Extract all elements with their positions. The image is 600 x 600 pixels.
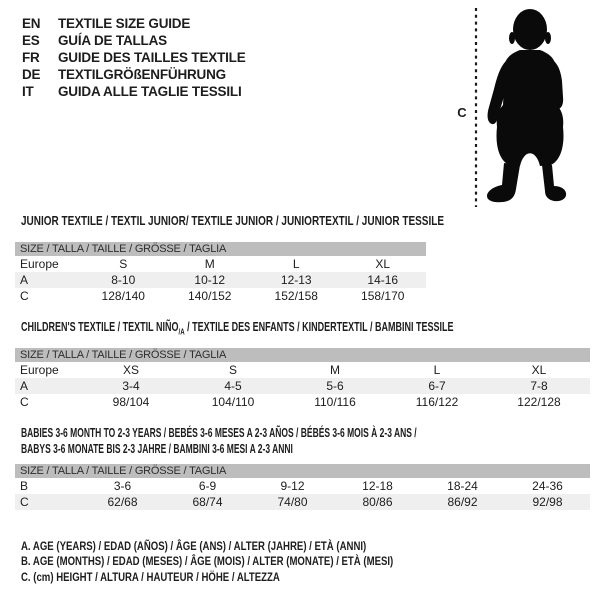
table-cell: 12-13 bbox=[280, 273, 312, 287]
table-cell: 6-9 bbox=[198, 479, 217, 493]
table-cell: 128/140 bbox=[101, 289, 145, 303]
table-cell: 140/152 bbox=[188, 289, 232, 303]
row-label: C bbox=[20, 395, 29, 409]
table-row bbox=[15, 478, 590, 494]
table-cell: S bbox=[228, 363, 237, 377]
table-cell: 18-24 bbox=[447, 479, 478, 493]
table-cell: XL bbox=[531, 363, 547, 377]
title-line-2: BABYS 3-6 MONATE BIS 2-3 JAHRE / BAMBINI 3-6 MESI A 2-3 ANNI bbox=[21, 441, 293, 456]
table-cell: L bbox=[292, 257, 300, 271]
language-title: TEXTILGRÖßENFÜHRUNG bbox=[58, 67, 226, 82]
children-size-table bbox=[15, 348, 590, 410]
language-row-en bbox=[22, 15, 246, 32]
row-label: Europe bbox=[20, 363, 59, 377]
row-label: B bbox=[20, 479, 29, 493]
language-row-es bbox=[22, 32, 246, 49]
language-code: IT bbox=[22, 84, 34, 99]
row-label: C bbox=[20, 495, 29, 509]
size-header-bar: SIZE / TALLA / TAILLE / GRÖSSE / TAGLIA bbox=[15, 242, 426, 256]
table-cell: 3-6 bbox=[113, 479, 132, 493]
table-cell: M bbox=[330, 363, 340, 377]
table-cell: 7-8 bbox=[530, 379, 548, 393]
table-cell: 104/110 bbox=[211, 395, 255, 409]
table-cell: 74/80 bbox=[277, 495, 308, 509]
height-marker-label: C bbox=[457, 105, 467, 120]
children-table-title bbox=[21, 320, 453, 337]
table-row bbox=[15, 288, 426, 304]
language-title: GUIDE DES TAILLES TEXTILE bbox=[58, 50, 246, 65]
table-row bbox=[15, 394, 590, 410]
babies-table-title bbox=[21, 426, 417, 457]
language-code: FR bbox=[22, 50, 40, 65]
table-cell: 24-36 bbox=[532, 479, 563, 493]
row-label: A bbox=[20, 379, 29, 393]
table-cell: 14-16 bbox=[367, 273, 399, 287]
size-header-bar: SIZE / TALLA / TAILLE / GRÖSSE / TAGLIA bbox=[15, 464, 590, 478]
table-row bbox=[15, 362, 590, 378]
title-subscript: /A bbox=[178, 326, 185, 337]
baby-silhouette bbox=[487, 9, 566, 202]
junior-size-table bbox=[15, 242, 426, 304]
language-row-it bbox=[22, 83, 246, 100]
row-label: Europe bbox=[20, 257, 59, 271]
language-title: GUIDA ALLE TAGLIE TESSILI bbox=[58, 84, 242, 99]
table-cell: 110/116 bbox=[314, 395, 356, 409]
table-cell: S bbox=[119, 257, 128, 271]
table-cell: 9-12 bbox=[280, 479, 305, 493]
language-code: EN bbox=[22, 16, 41, 31]
language-title-list bbox=[22, 15, 246, 100]
table-cell: 98/104 bbox=[112, 395, 150, 409]
table-cell: 122/128 bbox=[517, 395, 561, 409]
language-row-de bbox=[22, 66, 246, 83]
table-cell: 68/74 bbox=[192, 495, 223, 509]
legend-notes bbox=[21, 539, 393, 585]
table-cell: XL bbox=[375, 257, 391, 271]
language-code: ES bbox=[22, 33, 40, 48]
table-cell: XS bbox=[122, 363, 139, 377]
baby-silhouette-figure bbox=[470, 5, 586, 211]
title-text: / TEXTILE DES ENFANTS / KINDERTEXTIL / BAMBINI TESSILE bbox=[184, 320, 454, 334]
language-title: TEXTILE SIZE GUIDE bbox=[58, 16, 191, 31]
row-label: C bbox=[20, 289, 29, 303]
table-cell: L bbox=[433, 363, 441, 377]
table-cell: 3-4 bbox=[122, 379, 140, 393]
table-row bbox=[15, 378, 590, 394]
size-header-bar: SIZE / TALLA / TAILLE / GRÖSSE / TAGLIA bbox=[15, 348, 590, 362]
language-code: DE bbox=[22, 67, 41, 82]
legend-note-a: A. AGE (YEARS) / EDAD (AÑOS) / ÂGE (ANS) / ALTER (JAHRE) / ETÀ (ANNI) bbox=[21, 539, 367, 553]
table-cell: 80/86 bbox=[362, 495, 393, 509]
language-title: GUÍA DE TALLAS bbox=[58, 33, 167, 48]
table-cell: 4-5 bbox=[224, 379, 242, 393]
table-row bbox=[15, 272, 426, 288]
table-cell: 5-6 bbox=[326, 379, 344, 393]
table-cell: 10-12 bbox=[194, 273, 226, 287]
legend-note-b: B. AGE (MONTHS) / EDAD (MESES) / ÂGE (MOIS) / ALTER (MONATE) / ETÀ (MESI) bbox=[21, 554, 394, 569]
junior-table-title: JUNIOR TEXTILE / TEXTIL JUNIOR/ TEXTILE JUNIOR / JUNIORTEXTIL / JUNIOR TESSILE bbox=[21, 214, 445, 228]
table-row bbox=[15, 256, 426, 272]
table-cell: 158/170 bbox=[361, 289, 405, 303]
table-cell: 152/158 bbox=[274, 289, 318, 303]
table-cell: 12-18 bbox=[362, 479, 393, 493]
table-cell: 6-7 bbox=[428, 379, 446, 393]
legend-note-c: C. (cm) HEIGHT / ALTURA / HAUTEUR / HÖHE / ALTEZZA bbox=[21, 569, 280, 584]
table-cell: 92/98 bbox=[532, 495, 563, 509]
table-cell: 62/68 bbox=[107, 495, 138, 509]
table-cell: 116/122 bbox=[415, 395, 459, 409]
table-cell: M bbox=[204, 257, 215, 271]
table-cell: 86/92 bbox=[447, 495, 478, 509]
language-row-fr bbox=[22, 49, 246, 66]
title-text: CHILDREN'S TEXTILE / TEXTIL NIÑO bbox=[21, 320, 179, 334]
table-cell: 8-10 bbox=[111, 273, 136, 287]
row-label: A bbox=[20, 273, 29, 287]
table-row bbox=[15, 494, 590, 510]
babies-size-table bbox=[15, 464, 590, 510]
title-line-1: BABIES 3-6 MONTH TO 2-3 YEARS / BEBÉS 3-6 MESES A 2-3 AÑOS / BÉBÉS 3-6 MOIS À 2-3 ANS / bbox=[21, 426, 417, 440]
